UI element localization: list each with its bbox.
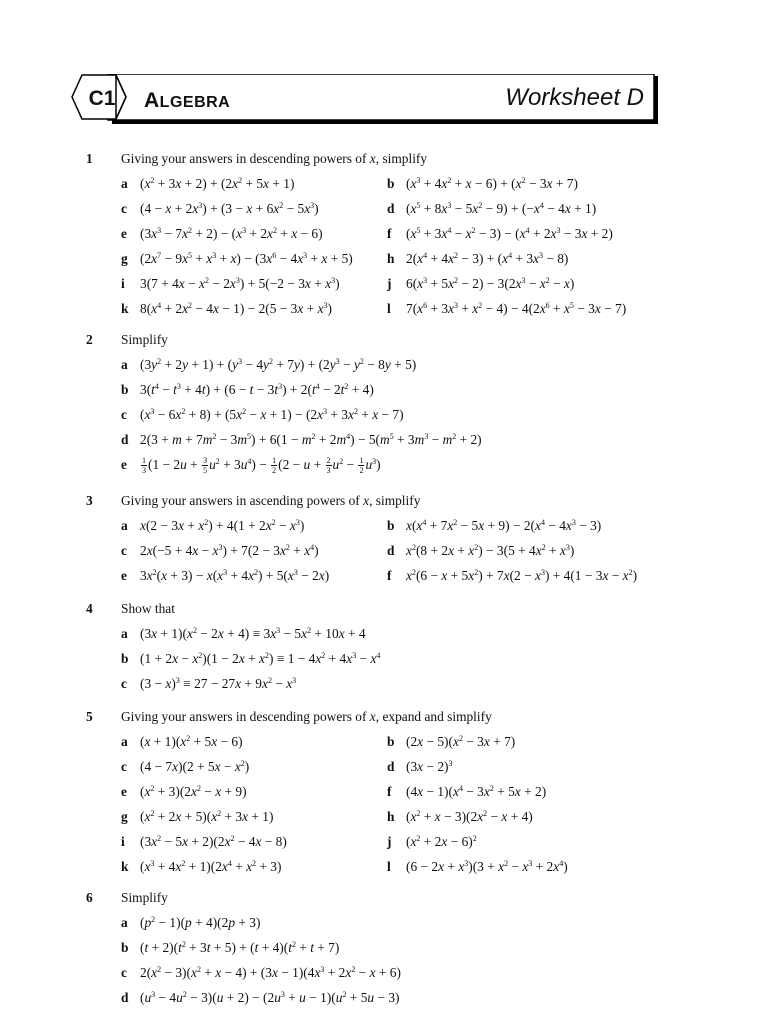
part-3f: f $x^2(6 - x + 5x^2) + 7x(2 - x^3) + 4(1 - 3x - x^2)$ (387, 568, 638, 583)
question-number: 4 (86, 601, 93, 616)
part-2a: a $(3y^2 + 2y + 1) + (y^3 - 4y^2 + 7y) + (2y^3 - y^2 - 8y + 5)$ (121, 357, 417, 372)
part-1f: f $(x^5 + 3x^4 - x^2 - 3) - (x^4 + 2x^3 - 3x + 2)$ (387, 226, 613, 241)
part-1c: c $(4 - x + 2x^3) + (3 - x + 6x^2 - 5x^3)$ (121, 201, 319, 216)
part-3c: c $2x(-5 + 4x - x^3) + 7(2 - 3x^2 + x^4)$ (121, 543, 319, 558)
part-5k: k $(x^3 + 4x^2 + 1)(2x^4 + x^2 + 3)$ (121, 859, 282, 874)
part-1j: j $6(x^3 + 5x^2 - 2) - 3(2x^3 - x^2 - x)$ (387, 276, 575, 291)
part-3a: a $x(2 - 3x + x^2) + 4(1 + 2x^2 - x^3)$ (121, 518, 305, 533)
part-5h: h $(x^2 + x - 3)(2x^2 - x + 4)$ (387, 809, 533, 824)
chapter-code: C1 (88, 87, 116, 110)
part-3e: e $3x^2(x + 3) - x(x^3 + 4x^2) + 5(x^3 - 2x)$ (121, 568, 330, 583)
part-1e: e $(3x^3 - 7x^2 + 2) - (x^3 + 2x^2 + x - 6)$ (121, 226, 323, 241)
part-1k: k $8(x^4 + 2x^2 - 4x - 1) - 2(5 - 3x + x^3)$ (121, 301, 332, 316)
part-5a: a $(x + 1)(x^2 + 5x - 6)$ (121, 734, 243, 749)
part-1l: l $7(x^6 + 3x^3 + x^2 - 4) - 4(2x^6 + x^5 - 3x - 7)$ (387, 301, 627, 316)
worksheet-header (68, 74, 658, 126)
question-number: 6 (86, 890, 93, 905)
part-5g: g $(x^2 + 2x + 5)(x^2 + 3x + 1)$ (121, 809, 274, 824)
part-1a: a $(x^2 + 3x + 2) + (2x^2 + 5x + 1)$ (121, 176, 295, 191)
part-3b: b $x(x^4 + 7x^2 - 5x + 9) - 2(x^4 - 4x^3 - 3)$ (387, 518, 602, 533)
part-1i: i $3(7 + 4x - x^2 - 2x^3) + 5(-2 - 3x + x^3)$ (121, 276, 340, 291)
part-5c: c $(4 - 7x)(2 + 5x - x^2)$ (121, 759, 250, 774)
part-2c: c $(x^3 - 6x^2 + 8) + (5x^2 - x + 1) - (2x^3 + 3x^2 + x - 7)$ (121, 407, 404, 422)
part-5j: j $(x^2 + 2x - 6)^2$ (387, 834, 477, 849)
part-5b: b $(2x - 5)(x^2 - 3x + 7)$ (387, 734, 516, 749)
part-6c: c $2(x^2 - 3)(x^2 + x - 4) + (3x - 1)(4x^3 + 2x^2 - x + 6)$ (121, 965, 401, 980)
part-4a: a $(3x + 1)(x^2 - 2x + 4) \equiv 3x^3 - 5x^2 + 10x + 4$ (121, 626, 366, 641)
question-number: 3 (86, 493, 93, 508)
part-5i: i $(3x^2 - 5x + 2)(2x^2 - 4x - 8)$ (121, 834, 287, 849)
part-4c: c $(3 - x)^3 \equiv 27 - 27x + 9x^2 - x^3$ (121, 676, 297, 691)
part-5l: l $(6 - 2x + x^3)(3 + x^2 - x^3 + 2x^4)$ (387, 859, 568, 874)
question-number: 1 (86, 151, 93, 166)
question-number: 2 (86, 332, 93, 347)
question-instruction: Simplify (121, 332, 168, 347)
part-1d: d $(x^5 + 8x^3 - 5x^2 - 9) + (-x^4 - 4x + 1)$ (387, 201, 597, 216)
part-3d: d $x^2(8 + 2x + x^2) - 3(5 + 4x^2 + x^3)$ (387, 543, 575, 558)
chapter-title: ALGEBRA (144, 89, 231, 112)
part-2e: e $\frac{1}{3}$ (1 − 2u + $\frac{3}{5}$ $u^2 + 3u^4$) − $\frac{1}{2}$ (2 − u + $\frac{2}{3}$ $u^2$ − $\frac{1}{2}$ $u^3$) (121, 456, 381, 475)
part-4b: b $(1 + 2x - x^2)(1 - 2x + x^2) \equiv 1 - 4x^2 + 4x^3 - x^4$ (121, 651, 381, 666)
part-1h: h $2(x^4 + 4x^2 - 3) + (x^4 + 3x^3 - 8)$ (387, 251, 569, 266)
part-2d: d $2(3 + m + 7m^2 - 3m^5) + 6(1 - m^2 + 2m^4) - 5(m^5 + 3m^3 - m^2 + 2)$ (121, 432, 482, 447)
question-instruction: Simplify (121, 890, 168, 905)
part-1b: b $(x^3 + 4x^2 + x - 6) + (x^2 - 3x + 7)$ (387, 176, 578, 191)
worksheet-label: Worksheet D (505, 84, 644, 111)
question-instruction: Show that (121, 601, 175, 616)
part-5f: f $(4x - 1)(x^4 - 3x^2 + 5x + 2)$ (387, 784, 547, 799)
part-2b: b $3(t^4 - t^3 + 4t) + (6 - t - 3t^3) + 2(t^4 - 2t^2 + 4)$ (121, 382, 374, 397)
part-5d: d $(3x - 2)^3$ (387, 759, 453, 774)
part-6b: b $(t + 2)(t^2 + 3t + 5) + (t + 4)(t^2 + t + 7)$ (121, 940, 340, 955)
question-instruction: Giving your answers in descending powers of x, expand and simplify (121, 709, 492, 724)
part-5e: e $(x^2 + 3)(2x^2 - x + 9)$ (121, 784, 247, 799)
question-instruction: Giving your answers in descending powers of x, simplify (121, 151, 428, 166)
part-6d: d $(u^3 - 4u^2 - 3)(u + 2) - (2u^3 + u - 1)(u^2 + 5u - 3)$ (121, 990, 400, 1005)
question-instruction: Giving your answers in ascending powers of x, simplify (121, 493, 421, 508)
part-1g: g $(2x^7 - 9x^5 + x^3 + x) - (3x^6 - 4x^3 + x + 5)$ (121, 251, 353, 266)
part-6a: a $(p^2 - 1)(p + 4)(2p + 3)$ (121, 915, 261, 930)
question-number: 5 (86, 709, 93, 724)
